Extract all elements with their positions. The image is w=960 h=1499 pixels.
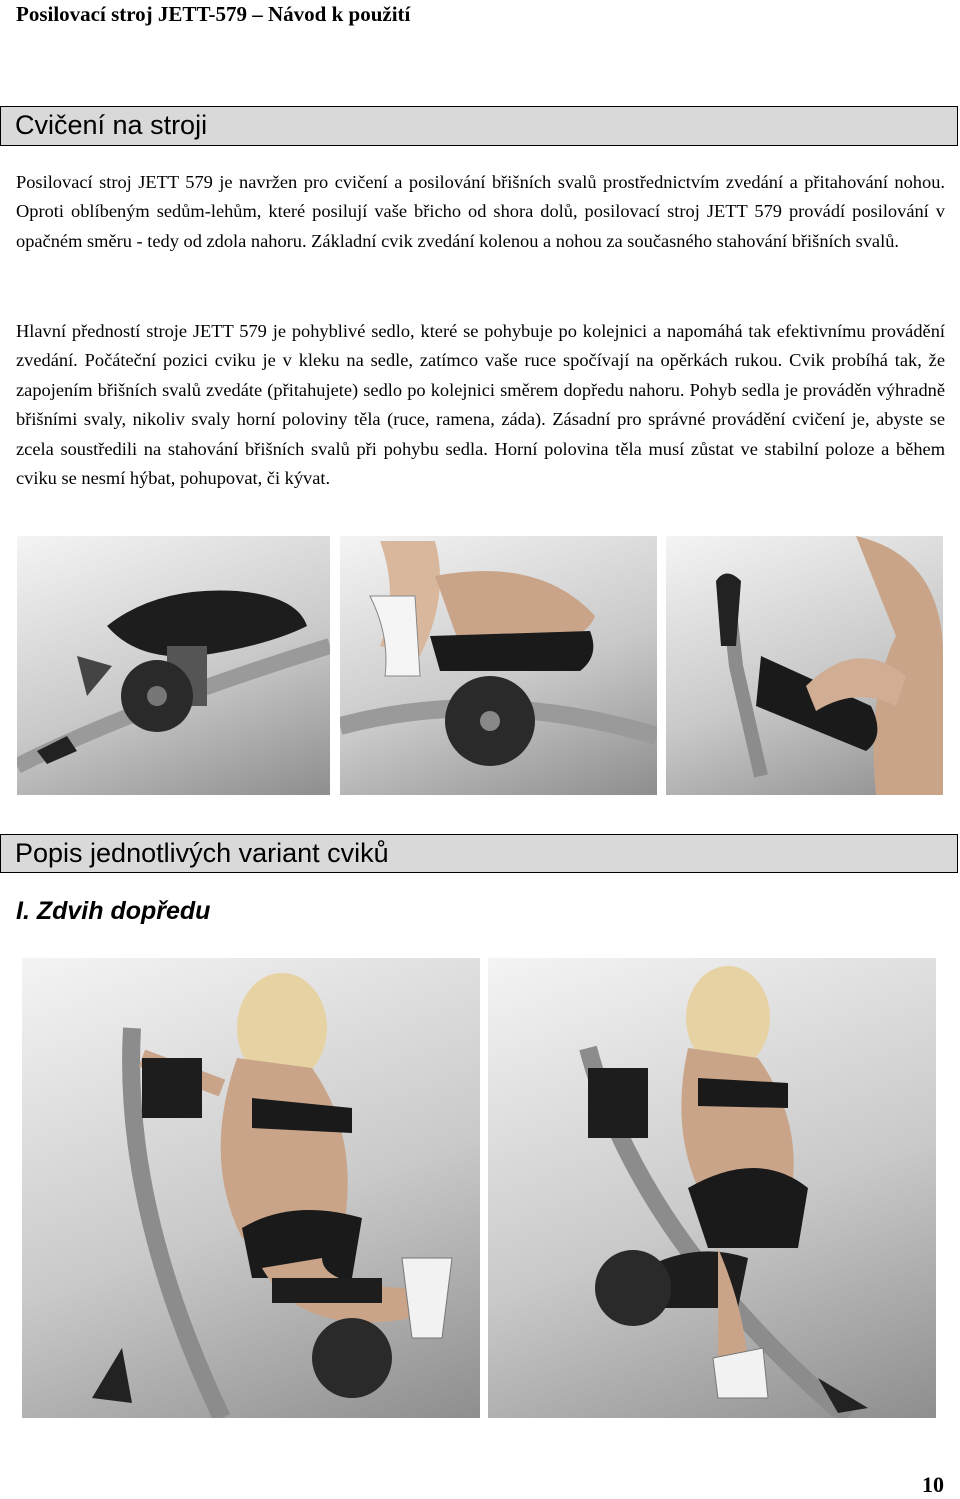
photo-forward-lift-end [488, 958, 936, 1418]
photo-forward-lift-start [22, 958, 480, 1418]
photo-seat-closeup [17, 536, 330, 795]
section-title-exercise: Cvičení na stroji [0, 106, 958, 146]
section-title-variants: Popis jednotlivých variant cviků [0, 834, 958, 873]
photo-hands-on-grips [666, 536, 943, 795]
photo-kneeling-on-seat [340, 536, 657, 795]
page-number: 10 [922, 1472, 944, 1497]
paragraph-intro: Posilovací stroj JETT 579 je navržen pro cvičení a posilování břišních svalů prostřednictvím zvedání a přitahování nohou. Oproti oblíbeným sedům-lehům, které posilují vaše břicho od shora dolů, posilovací stroj JETT 579 provádí posilování v opačném směru - tedy od zdola nahoru. Základní cvik zvedání kolenou a nohou za současného stahování břišních svalů. [16, 172, 945, 251]
paragraph-seat: Hlavní předností stroje JETT 579 je pohyblivé sedlo, které se pohybuje po kolejnici a napomáhá tak efektivnímu provádění zvedání. Počáteční pozici cviku je v kleku na sedle, zatímco vaše ruce spočívají na opěrkách rukou. Cvik probíhá tak, že zapojením břišních svalů zvedáte (přitahujete) sedlo po kolejnici směrem dopředu nahoru. Pohyb sedla je prováděn výhradně břišními svaly, nikoliv svaly horní poloviny těla (ruce, ramena, záda). Zásadní pro správné provádění cvičení je, abyste se zcela soustředili na stahování břišních svalů při pohybu sedla. Horní polovina těla musí zůstat ve stabilní poloze a během cviku se nesmí hýbat, pohupovat, či kývat. [16, 321, 945, 489]
subheading-forward-lift: I. Zdvih dopředu [16, 897, 211, 925]
running-header: Posilovací stroj JETT-579 – Návod k použití [16, 2, 411, 26]
